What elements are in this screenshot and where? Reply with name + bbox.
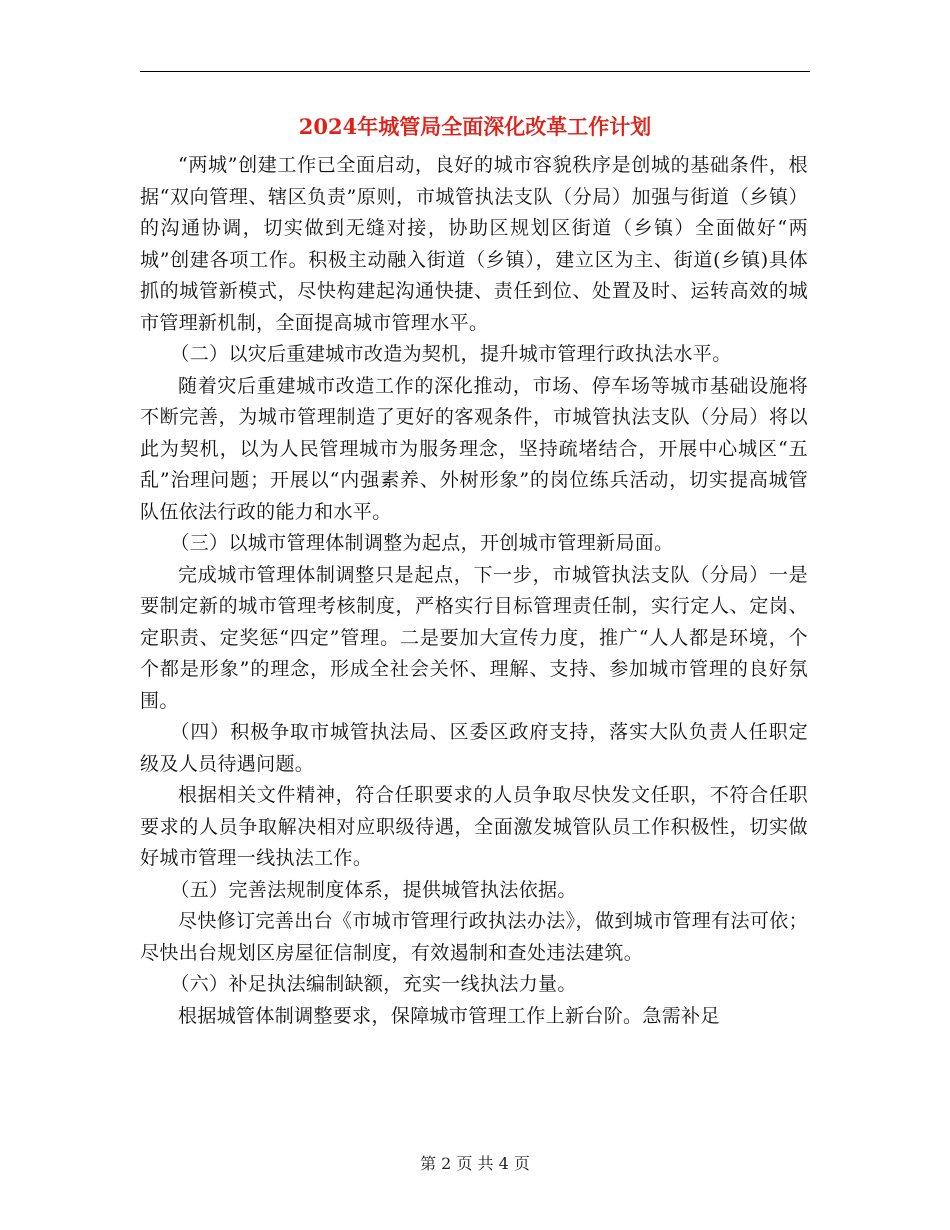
header-rule — [140, 71, 810, 72]
section-heading-4: （四）积极争取市城管执法局、区委区政府支持，落实大队负责人任职定级及人员待遇问题。 — [140, 721, 808, 775]
paragraph-6: 根据城管体制调整要求，保障城市管理工作上新台阶。急需补足 — [178, 1004, 720, 1027]
paragraph-5: 尽快修订完善出台《市城市管理行政执法办法》，做到城市管理有法可依；尽快出台规划区房屋征信制度，有效遏制和查处违法建筑。 — [140, 910, 808, 964]
section-heading-5: （五）完善法规制度体系，提供城管执法依据。 — [170, 878, 577, 901]
section-heading-3: （三）以城市管理体制调整为起点，开创城市管理新局面。 — [170, 532, 674, 554]
document-title: 2024年城管局全面深化改革工作计划 — [298, 114, 652, 139]
paragraph-1: “两城”创建工作已全面启动，良好的城市容貌秩序是创城的基础条件，根据“双向管理、辖区负责”原则，市城管执法支队（分局）加强与街道（乡镇）的沟通协调，切实做到无缝对接，协助区规划区街道（乡镇）全面做好“两城”创建各项工作。积极主动融入街道（乡镇），建立区为主、街道(乡镇)具体抓的城管新模式，尽快构建起沟通快捷、责任到位、处置及时、运转高效的城市管理新机制，全面提高城市管理水平。 — [140, 154, 808, 334]
paragraph-3: 完成城市管理体制调整只是起点，下一步，市城管执法支队（分局）一是要制定新的城市管理考核制度，严格实行目标管理责任制，实行定人、定岗、定职责、定奖惩“四定”管理。二是要加大宣传力度，推广“人人都是环境，个个都是形象”的理念，形成全社会关怀、理解、支持、参加城市管理的良好氛围。 — [140, 563, 808, 712]
section-heading-2: （二）以灾后重建城市改造为契机，提升城市管理行政执法水平。 — [170, 343, 732, 365]
page-footer: 第 2 页 共 4 页 — [420, 1154, 530, 1173]
section-heading-6: （六）补足执法编制缺额，充实一线执法力量。 — [170, 973, 577, 995]
paragraph-4: 根据相关文件精神，符合任职要求的人员争取尽快发文任职，不符合任职要求的人员争取解决相对应职级待遇，全面激发城管队员工作积极性，切实做好城市管理一线执法工作。 — [140, 784, 808, 869]
document-body — [140, 150, 808, 1032]
paragraph-2: 随着灾后重建城市改造工作的深化推动，市场、停车场等城市基础设施将不断完善，为城市管理制造了更好的客观条件，市城管执法支队（分局）将以此为契机，以为人民管理城市为服务理念，坚持疏堵结合，开展中心城区“五乱”治理问题；开展以“内强素养、外树形象”的岗位练兵活动，切实提高城管队伍依法行政的能力和水平。 — [140, 374, 808, 523]
